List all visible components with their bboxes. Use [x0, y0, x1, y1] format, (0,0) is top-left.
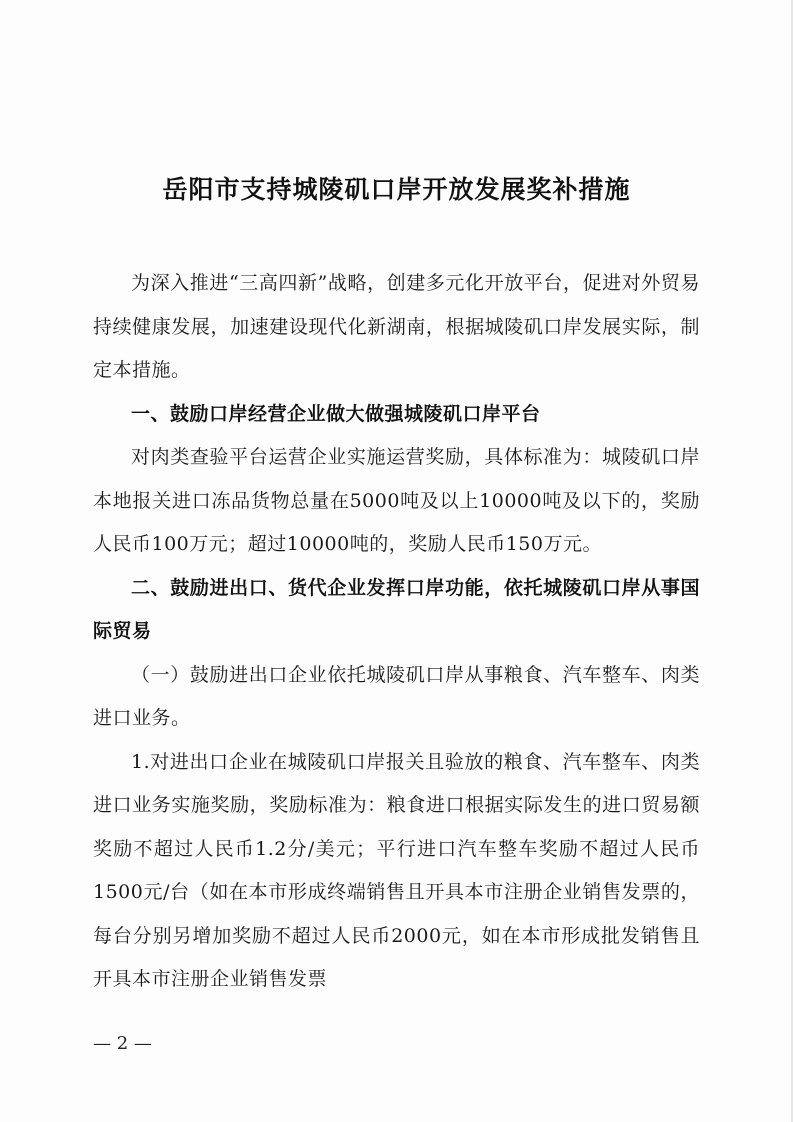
subsection-1-paragraph: （一）鼓励进出口企业依托城陵矶口岸从事粮食、汽车整车、肉类进口业务。 [93, 663, 700, 729]
document-title: 岳阳市支持城陵矶口岸开放发展奖补措施 [162, 175, 631, 204]
intro-paragraph: 为深入推进“三高四新”战略，创建多元化开放平台，促进对外贸易持续健康发展，加速建设现代化新湖南，根据城陵矶口岸发展实际，制定本措施。 [93, 272, 700, 381]
section-heading-2: 二、鼓励进出口、货代企业发挥口岸功能，依托城陵矶口岸从事国际贸易 [93, 576, 700, 642]
page-number: — 2 — [93, 1033, 152, 1054]
item-1-paragraph: 1.对进出口企业在城陵矶口岸报关且验放的粮食、汽车整车、肉类进口业务实施奖励，奖励标准为：粮食进口根据实际发生的进口贸易额奖励不超过人民币1.2分/美元；平行进口汽车整车奖励不超过人民币1500元/台（如在本市形成终端销售且开具本市注册企业销售发票的，每台分别另增加奖励不超过人民币2000元，如在本市形成批发销售且开具本市注册企业销售发票 [93, 750, 700, 990]
section-1-paragraph: 对肉类查验平台运营企业实施运营奖励，具体标准为：城陵矶口岸本地报关进口冻品货物总量在5000吨及以上10000吨及以下的，奖励人民币100万元；超过10000吨的，奖励人民币150万元。 [93, 446, 700, 555]
document-body [93, 262, 700, 1002]
section-heading-1: 一、鼓励口岸经营企业做大做强城陵矶口岸平台 [131, 402, 541, 425]
